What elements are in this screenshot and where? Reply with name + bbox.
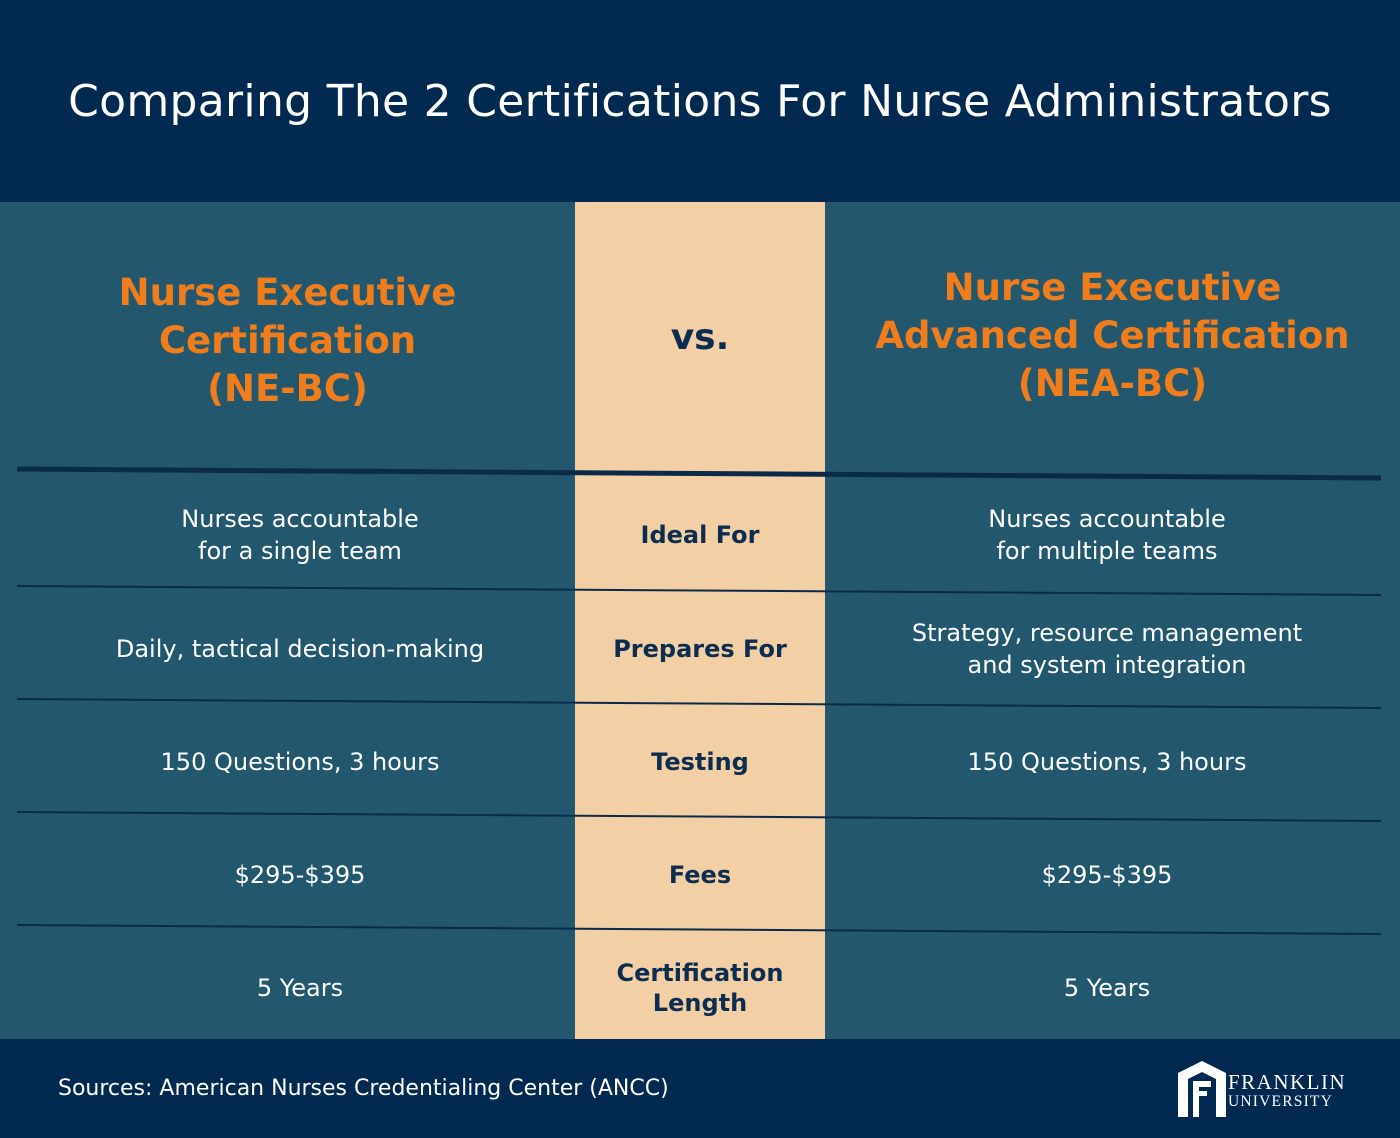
row-label: Prepares For xyxy=(613,634,787,663)
header xyxy=(0,0,1400,202)
page-title: Comparing The 2 Certifications For Nurse Administrators xyxy=(68,75,1332,127)
column-header-middle xyxy=(575,202,825,472)
row-label: Fees xyxy=(668,860,732,889)
column-header-right xyxy=(825,202,1400,472)
row-left-value: $295-$395 xyxy=(234,860,366,889)
logo-line-2: UNIVERSITY xyxy=(1228,1093,1333,1110)
right-certification-title: Nurse Executive Advanced Certification (NEA-BC) xyxy=(875,266,1350,405)
row-right-value: $295-$395 xyxy=(1041,860,1173,889)
table-row xyxy=(0,479,1400,591)
row-left-value: 5 Years xyxy=(256,973,344,1002)
row-right-value: Strategy, resource management and system integration xyxy=(911,618,1303,679)
row-right-value: 5 Years xyxy=(1063,973,1151,1002)
table-row xyxy=(0,705,1400,818)
table-row xyxy=(0,818,1400,931)
logo-line-1: FRANKLIN xyxy=(1228,1070,1347,1094)
column-header-left xyxy=(0,202,575,472)
versus-label: vs. xyxy=(670,316,730,358)
table-row xyxy=(0,931,1400,1044)
row-label: Certification Length xyxy=(616,958,784,1017)
sources-text: Sources: American Nurses Credentialing Center (ANCC) xyxy=(58,1076,669,1101)
table-row xyxy=(0,592,1400,705)
left-certification-title: Nurse Executive Certification (NE-BC) xyxy=(118,271,457,410)
row-right-value: 150 Questions, 3 hours xyxy=(967,747,1247,776)
franklin-university-logo[interactable] xyxy=(1176,1059,1366,1119)
franklin-logo-icon xyxy=(1176,1059,1228,1117)
row-label: Testing xyxy=(651,747,749,776)
row-left-value: Nurses accountable for a single team xyxy=(181,505,419,565)
footer xyxy=(0,1039,1400,1138)
row-left-value: 150 Questions, 3 hours xyxy=(160,747,440,776)
row-right-value: Nurses accountable for multiple teams xyxy=(988,505,1226,565)
comparison-table xyxy=(0,202,1400,1039)
row-label: Ideal For xyxy=(640,521,760,549)
row-left-value: Daily, tactical decision-making xyxy=(115,634,485,663)
